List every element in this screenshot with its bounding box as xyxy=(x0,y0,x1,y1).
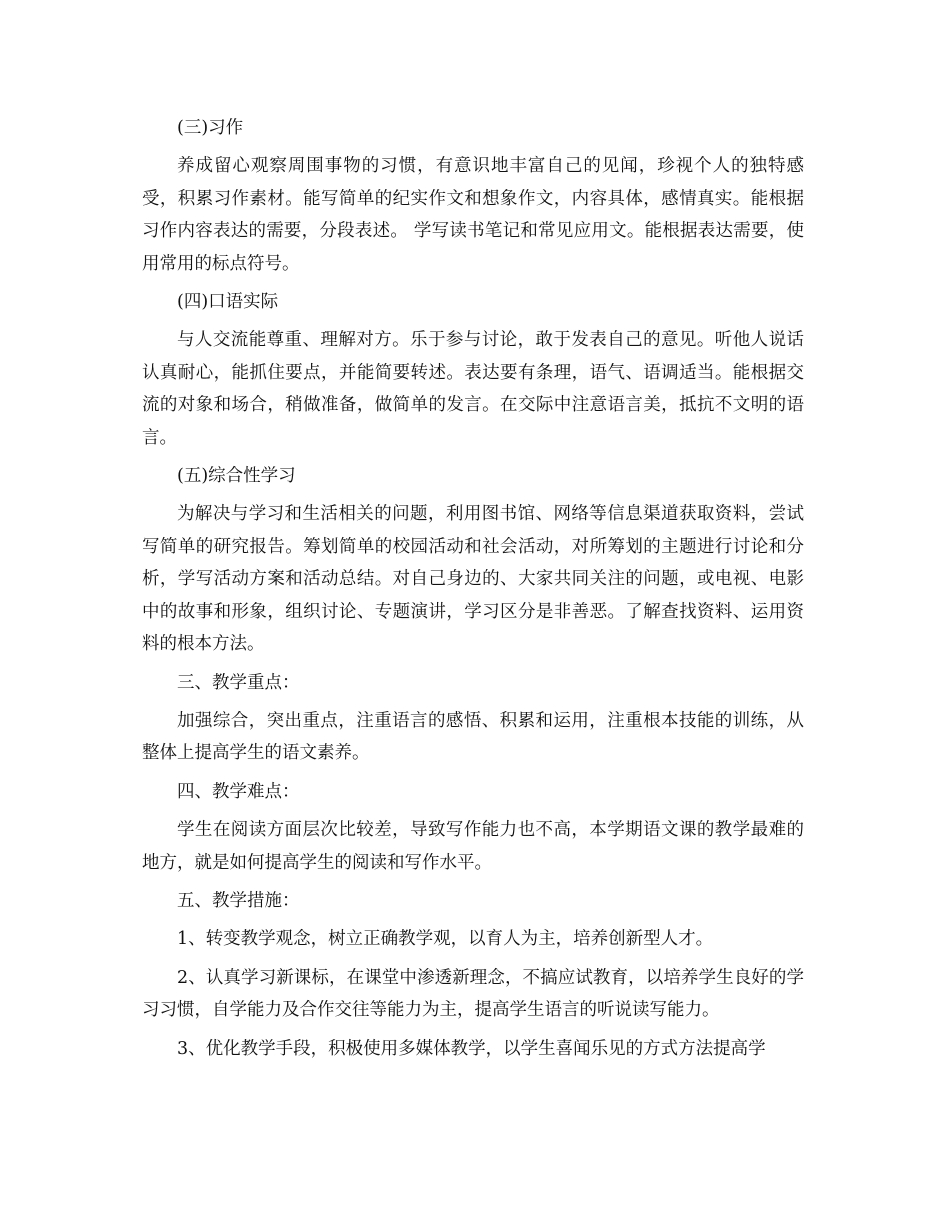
paragraph-difficulties: 学生在阅读方面层次比较差，导致写作能力也不高，本学期语文课的教学最难的地方，就是如何提高学生的阅读和写作水平。 xyxy=(142,820,804,873)
section-heading-measures: 五、教学措施： xyxy=(177,890,300,911)
section-heading-comprehensive: (五)综合性学习 xyxy=(177,466,296,487)
list-item-measure-3: 3、优化教学手段，积极使用多媒体教学，以学生喜闻乐见的方式方法提高学 xyxy=(177,1038,766,1059)
section-heading-difficulties: 四、教学难点： xyxy=(177,781,300,802)
section-heading-writing: (三)习作 xyxy=(177,118,244,138)
document-body xyxy=(142,112,804,1071)
paragraph-key-points: 加强综合，突出重点，注重语言的感悟、积累和运用，注重根本技能的训练，从整体上提高学生的语文素养。 xyxy=(142,710,804,764)
section-heading-oral: (四)口语实际 xyxy=(177,292,279,313)
list-item-measure-1: 1、转变教学观念，树立正确教学观，以育人为主，培养创新型人才。 xyxy=(177,929,714,950)
paragraph-writing: 养成留心观察周围事物的习惯，有意识地丰富自己的见闻，珍视个人的独特感受，积累习作素材。能写简单的纪实作文和想象作文，内容具体，感情真实。能根据习作内容表达的需要，分段表述。 学写读书笔记和常见应用文。能根据表达需要，使用常用的标点符号。 xyxy=(142,156,804,274)
section-heading-key-points: 三、教学重点： xyxy=(177,672,300,693)
paragraph-comprehensive: 为解决与学习和生活相关的问题，利用图书馆、网络等信息渠道获取资料，尝试写简单的研究报告。筹划简单的校园活动和社会活动，对所筹划的主题进行讨论和分析，学写活动方案和活动总结。对自己身边的、大家共同关注的问题，或电视、电影中的故事和形象，组织讨论、专题演讲，学习区分是非善恶。了解查找资料、运用资料的根本方法。 xyxy=(142,504,804,655)
list-item-measure-2: 2、认真学习新课标，在课堂中渗透新理念，不搞应试教育，以培养学生良好的学习习惯，自学能力及合作交往等能力为主，提高学生语言的听说读写能力。 xyxy=(142,967,804,1021)
paragraph-oral: 与人交流能尊重、理解对方。乐于参与讨论，敢于发表自己的意见。听他人说话认真耐心，能抓住要点，并能简要转述。表达要有条理，语气、语调适当。能根据交流的对象和场合，稍做准备，做简单的发言。在交际中注意语言美，抵抗不文明的语言。 xyxy=(142,330,804,448)
